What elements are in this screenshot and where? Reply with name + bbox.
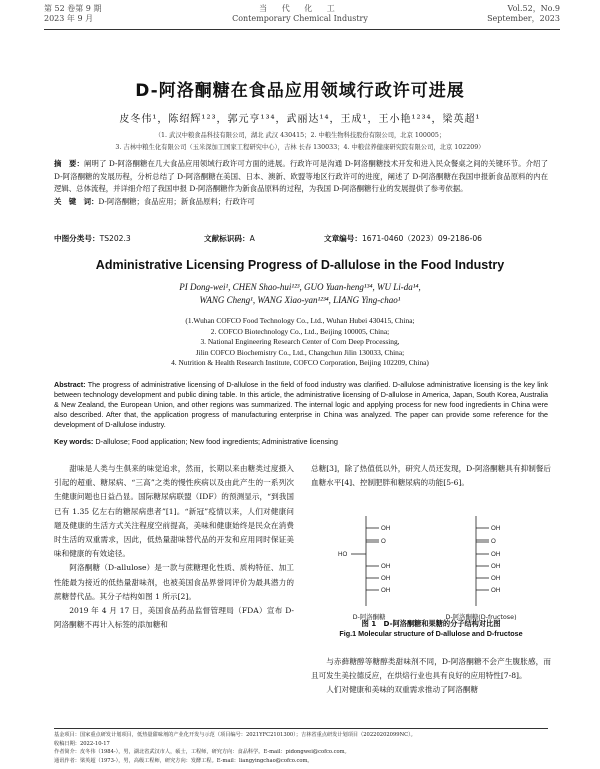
authors-zh: 皮冬伟¹，陈绍辉¹²³，郭元亨¹³⁴，武丽达¹⁴，王成¹，王小艳¹²³⁴，梁英超¹ — [119, 114, 481, 125]
abstract-en — [54, 380, 548, 430]
atom-label: O — [491, 538, 496, 545]
allulose-structure — [351, 516, 379, 606]
fructose-labels — [491, 525, 500, 594]
article-no — [324, 233, 482, 244]
figure-caption-zh: 图 1 D-阿洛酮糖和果糖的分子结构对比图 — [361, 619, 501, 628]
atom-label: OH — [491, 563, 501, 570]
affiliation-en-line: 3. National Engineering Research Center of Corn Deep Processing, — [200, 337, 400, 347]
atom-label: OH — [381, 587, 391, 594]
clc-label: 中图分类号： — [54, 234, 100, 243]
keywords-zh-text: D-阿洛酮糖；食品应用；新食品原料；行政许可 — [98, 196, 255, 206]
atom-label: O — [381, 538, 386, 545]
atom-label: OH — [381, 575, 391, 582]
keywords-zh-label: 关 键 词： — [54, 196, 99, 206]
affiliation-zh-line: （1. 武汉中粮食品科技有限公司，湖北 武汉 430415；2. 中粮生物科技股份有限公司，北京 100005； — [154, 132, 446, 139]
body-right-column-bottom — [311, 655, 551, 698]
article-no-value: 1671-0460（2023）09-2186-06 — [361, 234, 483, 243]
atom-label: OH — [491, 551, 501, 558]
affiliations-en — [100, 316, 500, 369]
footnote-fund: 基金项目：国家重点研发计划项目，低热量甜味剂的产业化开发与示范（项目编号：2021YFC2101300）；吉林省重点研发计划项目（20220202099NC）。 — [54, 732, 416, 738]
footnote-received: 收稿日期：2022-10-17 — [54, 740, 110, 747]
authors-en-line: PI Dong-wei¹, CHEN Shao-hui¹²³, GUO Yuan-heng¹³⁴, WU Li-da¹⁴, — [179, 282, 421, 292]
authors-en — [150, 281, 450, 307]
footnote-rule — [54, 728, 548, 729]
keywords-en-text: D-allulose; Food application; New food ingredients; Administrative licensing — [95, 437, 338, 446]
clc-value: TS202.3 — [99, 234, 131, 243]
volume-issue: 第 52 卷第 9 期 — [44, 4, 102, 13]
footnote-corresponding: 通讯作者：梁英超（1973-），男，高级工程师，研究方向：发酵工程。E-mail：liangyingchao@cofco.com。 — [54, 757, 313, 764]
clc — [54, 233, 131, 244]
keywords-en-label: Key words: — [54, 437, 94, 446]
affiliation-zh-line: 3. 吉林中粮生化有限公司（玉米深加工国家工程研究中心），吉林 长春 130033；4. 中粮营养健康研究院有限公司，北京 102209） — [115, 144, 485, 151]
body-paragraph: 2019 年 4 月 17 日，美国食品药品监督管理局（FDA）宣布 D-阿洛酮糖不再计入标签的添加糖和 — [54, 606, 294, 630]
affiliation-en-line: 2. COFCO Biotechnology Co., Ltd., Beijing 100005, China; — [210, 326, 390, 336]
authors-en-line: WANG Cheng¹, WANG Xiao-yan¹²³⁴, LIANG Ying-chao¹ — [199, 295, 401, 305]
figure-caption — [311, 619, 551, 639]
title-zh: D-阿洛酮糖在食品应用领域行政许可进展 — [135, 81, 465, 101]
journal-volume-en — [487, 4, 560, 24]
doc-code-value: A — [249, 234, 255, 243]
running-header — [0, 4, 600, 34]
body-paragraph: 与赤藓糖醇等糖醇类甜味剂不同，D-阿洛酮糖不会产生腹胀感，而且可发生美拉德反应，在烘焙行业也具有良好的应用特性[7-8]。 — [311, 657, 551, 681]
body-right-column-top — [311, 462, 551, 490]
body-left-column — [54, 462, 294, 632]
body-paragraph: 总糖[3]，除了热值低以外，研究人员还发现，D-阿洛酮糖具有抑制餐后血糖水平[4]、控制肥胖和糖尿病的功能[5-6]。 — [311, 464, 551, 488]
fig-label-allulose: D-阿洛酮糖 — [352, 613, 386, 621]
atom-label: OH — [381, 525, 391, 532]
molecular-structure-figure — [311, 506, 551, 624]
affiliations-zh — [60, 130, 540, 154]
header-rule — [44, 29, 560, 30]
abstract-en-label: Abstract: — [54, 380, 86, 389]
affiliation-en-line: 4. Nutrition & Health Research Institute, COFCO Corporation, Beijing 102209, China) — [171, 358, 429, 368]
atom-label: OH — [491, 525, 501, 532]
affiliation-en-line: (1.Wuhan COFCO Food Technology Co., Ltd., Wuhan Hubei 430415, China; — [185, 316, 415, 325]
keywords-en — [54, 437, 548, 446]
footnotes — [54, 731, 548, 765]
journal-name-zh: 当 代 化 工 — [259, 4, 341, 13]
affiliation-en-line: Jilin COFCO Biochemistry Co., Ltd., Changchun Jilin 130033, China; — [195, 347, 405, 357]
journal-name-en: Contemporary Chemical Industry — [232, 14, 368, 23]
body-paragraph: 甜味是人类与生俱来的味觉追求，然而，长期以来由糖类过度摄入引起的超重、糖尿病、“三高”之类的慢性疾病以及由此产生的一系列次生健康问题也日益凸显。国际糖尿病联盟（IDF）的预测显示，“到我国已有 1.35 亿左右的糖尿病患者”[1]。“新冠”疫情以来，人们对健康问题及健康的生活方式关注程度空前提高，美味和健康始终是民众在消费时生活的双重需求，因此，低热量甜味替代品的开发和应用同时保证美味和健康的有效途径。 — [54, 464, 294, 559]
fructose-structure — [476, 516, 489, 606]
doc-code — [204, 233, 255, 244]
abstract-zh-text: 阐明了 D-阿洛酮糖在几大食品应用领域行政许可方面的进展。行政许可是沟通 D-阿洛酮糖技术开发和进入民众餐桌之间的关键环节。介绍了 D-阿洛酮糖的发展历程，分析总结了 D-阿洛酮糖在美国、日本、澳新、欧盟等地区行政许可的进度，阐述了 D-阿洛酮糖在我国申报新食品原料的内在逻辑、总体流程，并详细介绍了我国申报 D-阿洛酮糖作为新食品原料的过程，为我国 D-阿洛酮糖行业的发展提供了参考依据。 — [54, 159, 548, 194]
allulose-labels — [338, 525, 390, 594]
issue-date-zh: 2023 年 9 月 — [44, 14, 94, 23]
atom-label: OH — [381, 563, 391, 570]
abstract-zh-label: 摘 要： — [54, 159, 84, 168]
body-paragraph: 阿洛酮糖（D-allulose）是一款与蔗糖理化性质、质构特征、加工性能最为接近的低热量甜味剂，也被美国食品界誉同评价为最具潜力的蔗糖替代品。其分子结构如图 1 所示[2]。 — [54, 563, 294, 601]
title-en: Administrative Licensing Progress of D-allulose in the Food Industry — [95, 258, 505, 272]
footnote-author: 作者简介：皮冬伟（1984-），男，湖北省武汉市人，硕士，工程师，研究方向：食品科学。E-mail：pidongwei@cofco.com。 — [54, 749, 350, 756]
atom-label: OH — [491, 587, 501, 594]
doc-code-label: 文献标识码： — [204, 234, 250, 243]
figure-caption-en: Fig.1 Molecular structure of D-allulose and D-fructose — [339, 629, 523, 638]
atom-label: OH — [491, 575, 501, 582]
body-paragraph: 人们对健康和美味的双重需求推动了阿洛酮糖 — [326, 685, 479, 695]
volume-issue-en: Vol.52，No.9 — [507, 4, 560, 13]
issue-date-en: September，2023 — [487, 14, 560, 23]
abstract-en-text: The progress of administrative licensing of D-allulose in the field of food industry was clarified. D-allulose administrative licensing is the key link between technology development and public dining table. In this article, the administrative licensing of D-allulose in America, Japan, South Korea, Australia & New Zealand, the European Union, and other regions was summarized. The internal logic and applying process for new food ingredients in China were also described. After that, the application progress of manufacturing enterprise in China was analyzed. The paper can provide some reference for the development of D-allulose industry. — [54, 380, 549, 429]
atom-label: HO — [338, 551, 348, 558]
abstract-zh — [54, 158, 548, 208]
fig-label-fructose: D-阿洛酮糖(D-fructose) — [445, 613, 517, 621]
article-no-label: 文章编号： — [324, 234, 362, 243]
